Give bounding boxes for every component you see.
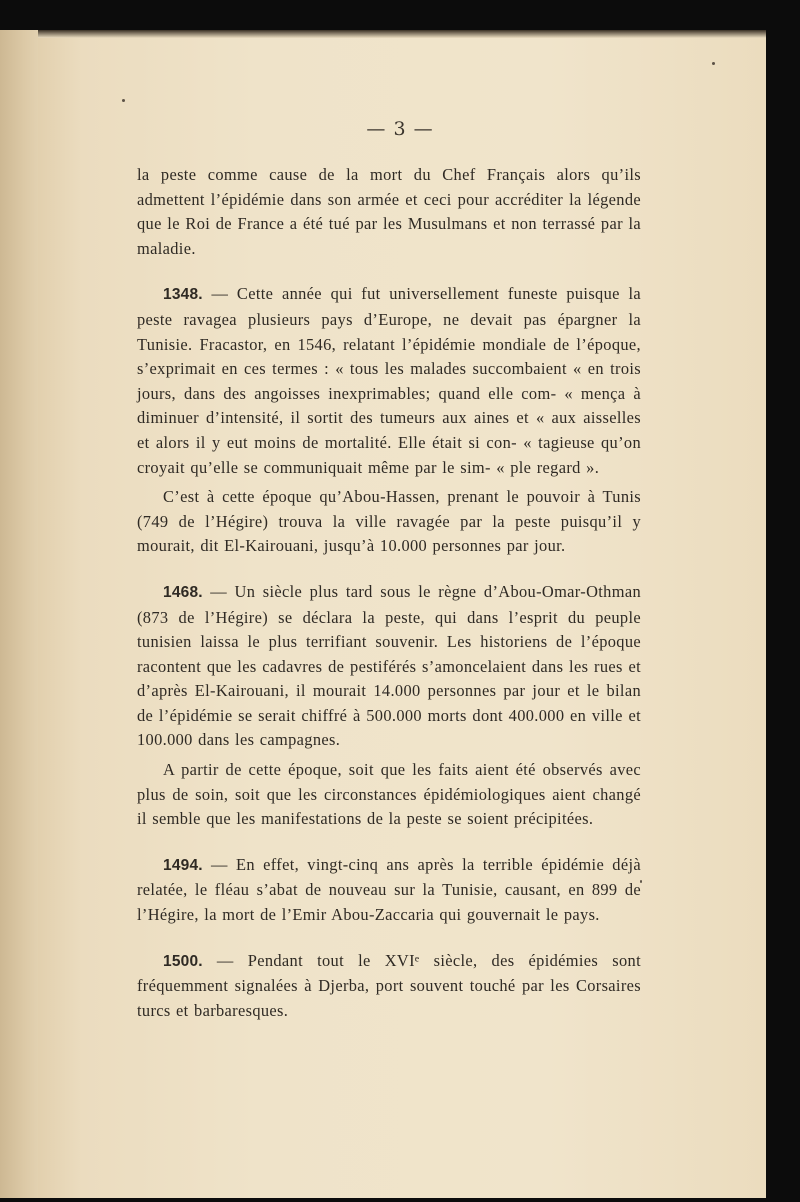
paragraph-text: — Pendant tout le XVIᵉ siècle, des épidémies sont fréquemment signalées à Djerba, port souvent touché par les Corsaires turcs et barbaresques. bbox=[137, 950, 641, 1020]
year-heading: 1494. bbox=[163, 856, 203, 874]
year-heading: 1468. bbox=[163, 583, 203, 601]
paragraph-1500 bbox=[137, 949, 641, 1024]
paragraph-1 bbox=[137, 163, 641, 261]
year-heading: 1348. bbox=[163, 286, 203, 304]
paragraph-manifestations bbox=[137, 758, 641, 832]
paragraph-text: — Cette année qui fut universellement funeste puisque la peste ravagea plusieurs pays d’Europe, ne devait pas épargner la Tunisie. Fracastor, en 1546, relatant l’épidémie mondiale de l’époque, s’exprimait en ces termes : « tous les malades succombaient « en trois jours, dans des angoisses inexprimables; quand elle com- « mença à diminuer d’intensité, il sortit des tumeurs aux aines et « aux aisselles et alors il y eut moins de mortalité. Elle était si con- « tagieuse qu’on croyait qu’elle se communiquait même par le sim- « ple regard ». bbox=[137, 284, 641, 477]
paragraph-text: la peste comme cause de la mort du Chef Français alors qu’ils admettent l’épidémie dans son armée et ceci pour accréditer la légende que le Roi de France a été tué par les Musulmans et non terrassé par la maladie. bbox=[137, 165, 641, 258]
paragraph-1494 bbox=[137, 853, 641, 928]
paragraph-text: C’est à cette époque qu’Abou-Hassen, prenant le pouvoir à Tunis (749 de l’Hégire) trouva la ville ravagée par la peste puisqu’il y mourait, dit El-Kairouani, jusqu’à 10.000 personnes par jour. bbox=[137, 487, 641, 556]
paragraph-text: A partir de cette époque, soit que les faits aient été observés avec plus de soin, soit que les circonstances épidémiologiques aient changé il semble que les manifestations de la peste se soient précipitées. bbox=[137, 760, 641, 829]
paper-speck bbox=[712, 62, 715, 65]
paragraph-text: — En effet, vingt-cinq ans après la terrible épidémie déjà relatée, le fléau s’abat de nouveau sur la Tunisie, causant, en 899 de l’Hégire, la mort de l’Emir Abou-Zaccaria qui gouvernait le pays. bbox=[137, 854, 641, 925]
body-text bbox=[137, 163, 641, 1023]
paragraph-text: — Un siècle plus tard sous le règne d’Abou-Omar-Othman (873 de l’Hégire) se déclara la peste, qui dans l’esprit du peuple tunisien laissa le plus terrifiant souvenir. Les historiens de l’époque racontent que les cadavres de pestiférés s’amoncelaient dans les rues et d’après El-Kairouani, il mourait 14.000 personnes par jour et le bilan de l’épidémie se serait chiffré à 500.000 morts dont 400.000 en ville et 100.000 dans les campagnes. bbox=[137, 581, 641, 750]
year-heading: 1500. bbox=[163, 952, 203, 970]
paragraph-1348 bbox=[137, 282, 641, 480]
paragraph-1468 bbox=[137, 580, 641, 753]
paper-speck bbox=[122, 99, 125, 102]
page-number: — 3 — bbox=[366, 118, 434, 140]
facing-page-edge bbox=[0, 30, 40, 1198]
paragraph-abou-hassen bbox=[137, 485, 641, 559]
page-top-shadow bbox=[38, 30, 766, 38]
